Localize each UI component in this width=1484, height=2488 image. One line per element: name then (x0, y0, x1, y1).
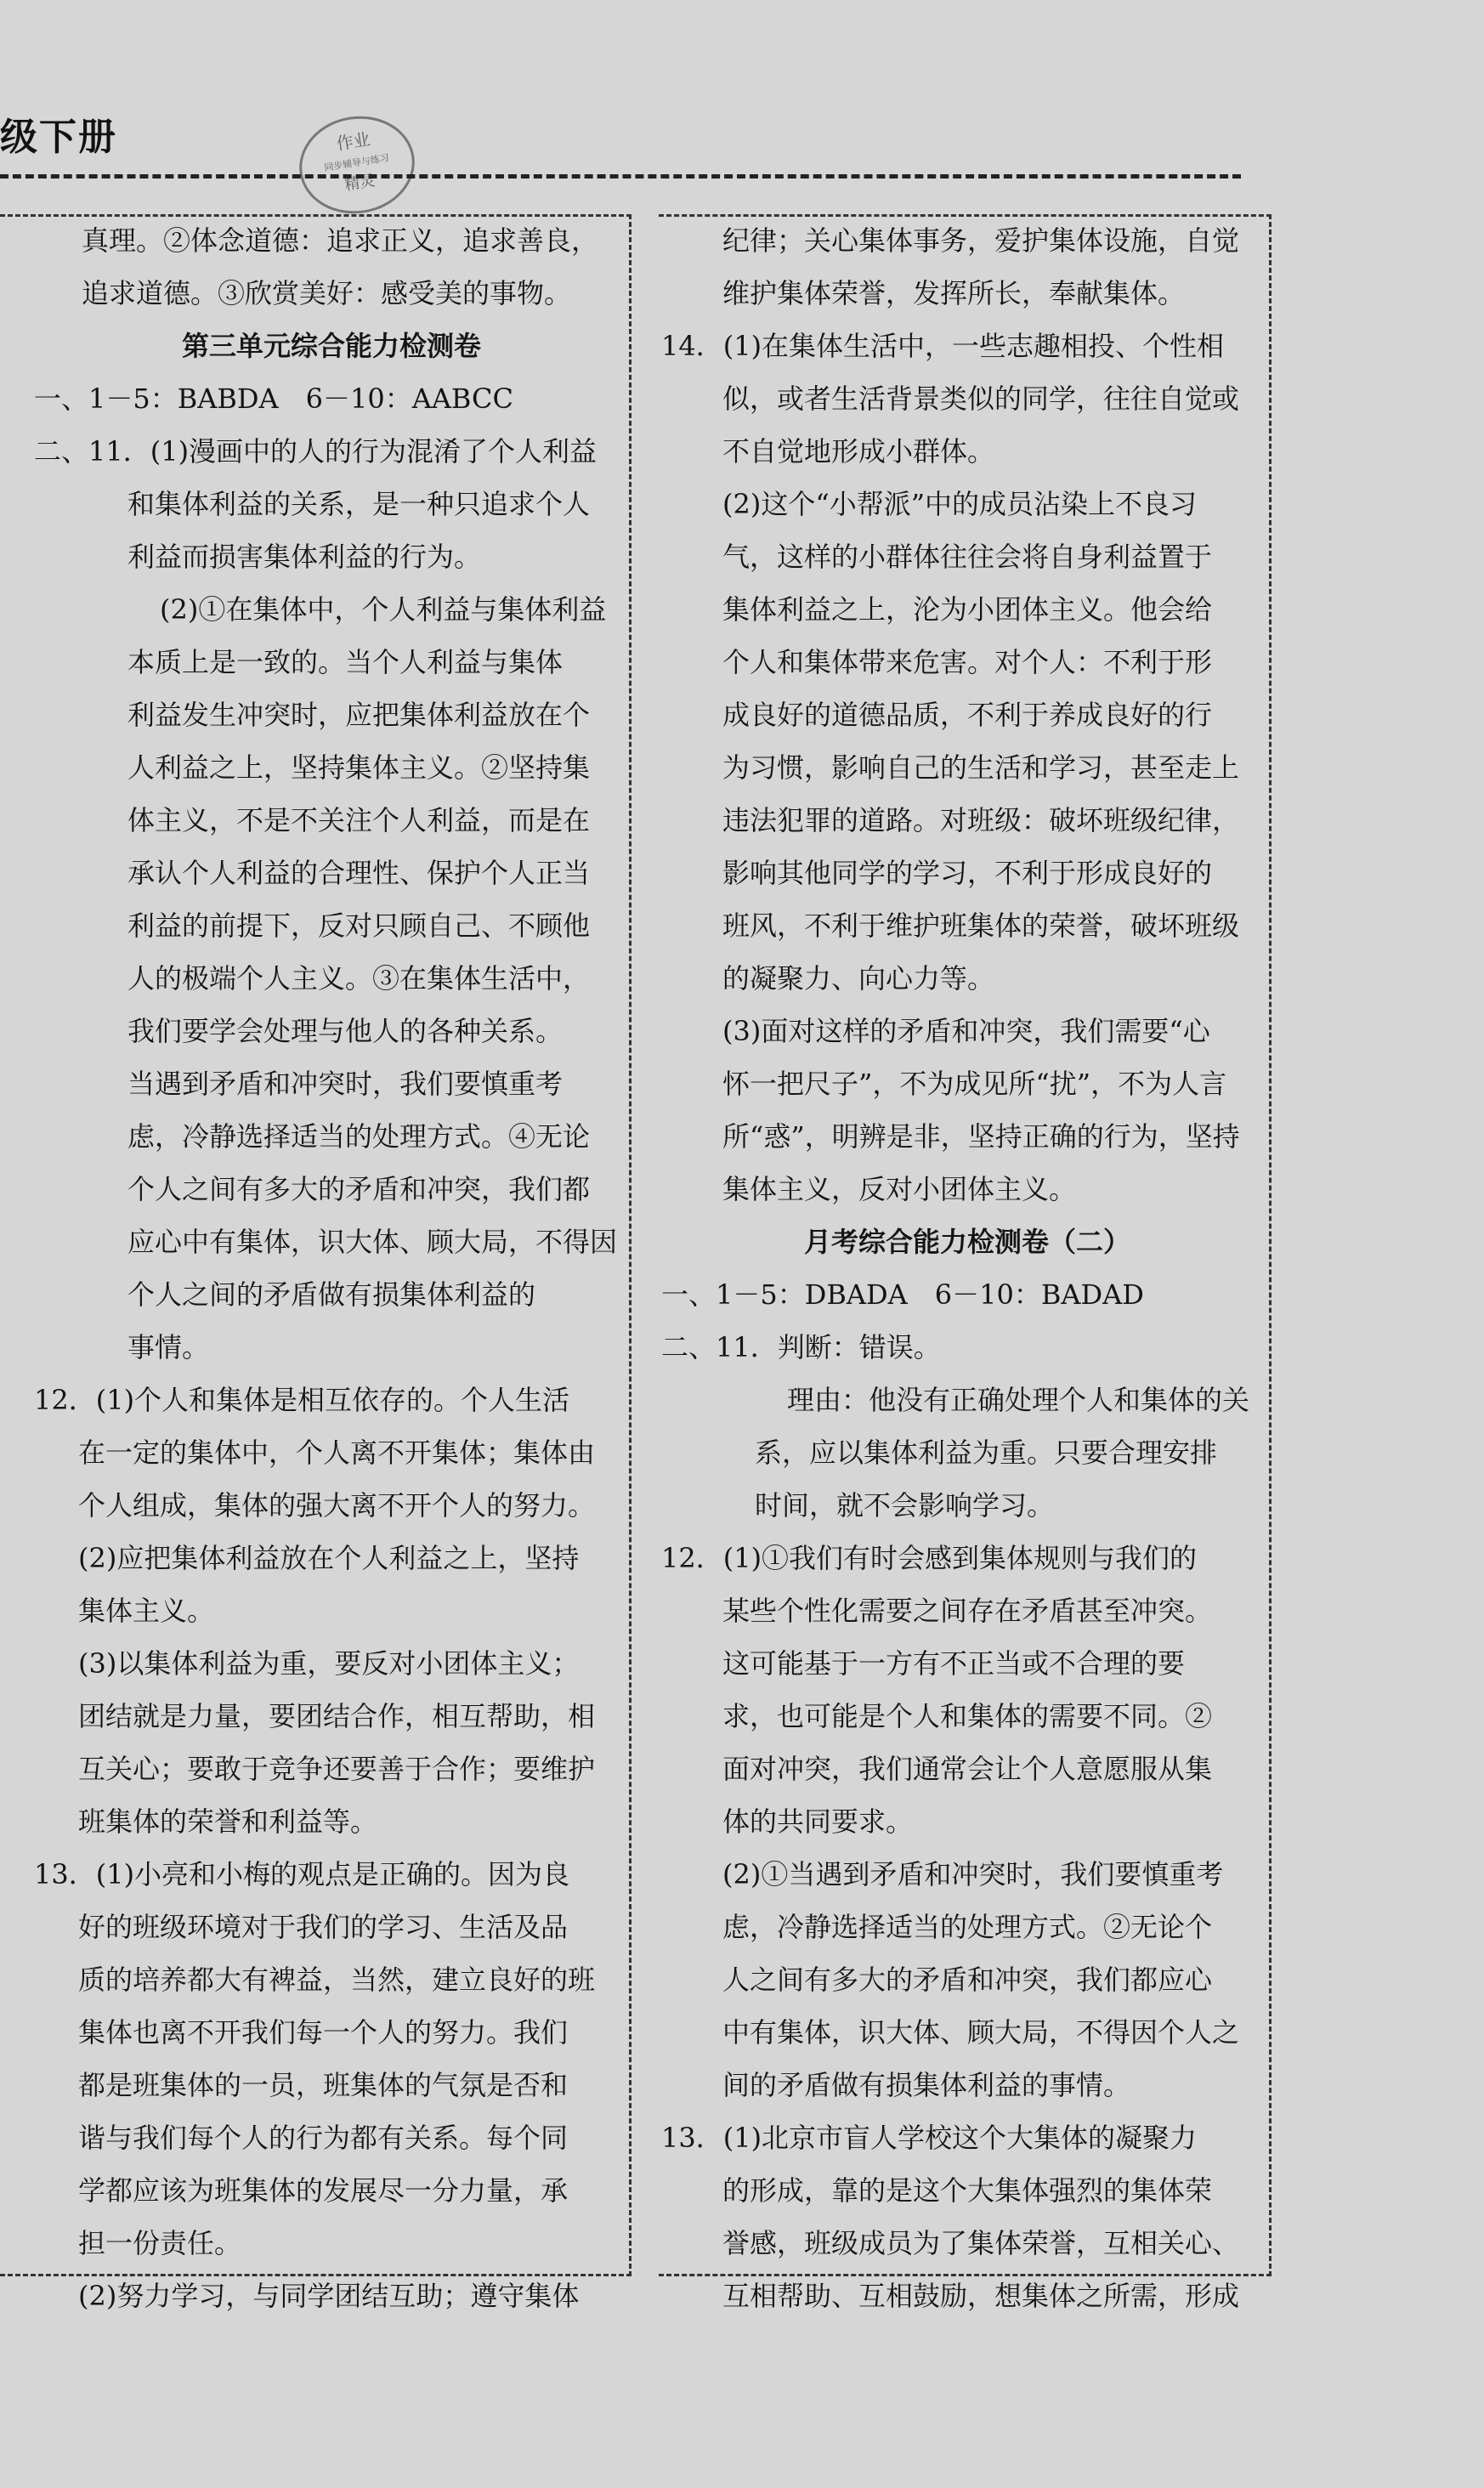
answer-line: 事情。 (127, 1331, 210, 1363)
answer-line: 时间，就不会影响学习。 (755, 1489, 1055, 1522)
answer-line: 班风，不利于维护班集体的荣誉，破坏班级 (722, 910, 1240, 942)
page-header-title: 级下册 (0, 116, 117, 159)
answer-line: 我们要学会处理与他人的各种关系。 (127, 1015, 564, 1047)
answer-line: (3)以集体利益为重，要反对小团体主义； (78, 1647, 580, 1680)
answer-line: 利益的前提下，反对只顾自己、不顾他 (127, 910, 591, 942)
answer-line: 怀一把尺子”，不为成见所“扰”，不为人言 (722, 1068, 1227, 1100)
answer-line: 学都应该为班集体的发展尽一分力量，承 (78, 2174, 569, 2207)
answer-line: 间的矛盾做有损集体利益的事情。 (722, 2069, 1131, 2101)
answer-line: (2)应把集体利益放在个人利益之上，坚持 (78, 1542, 580, 1574)
stamp-text-middle: 同步辅导与练习 (323, 152, 390, 173)
answer-line: 理由：他没有正确处理个人和集体的关 (787, 1384, 1250, 1416)
answer-line: 质的培养都大有裨益，当然，建立良好的班 (78, 1964, 596, 1996)
answer-line: 所“惑”，明辨是非，坚持正确的行为，坚持 (722, 1120, 1240, 1153)
answer-line: 影响其他同学的学习，不利于形成良好的 (722, 857, 1213, 889)
left-answer-column (34, 214, 629, 2322)
answer-line: 集体利益之上，沦为小团体主义。他会给 (722, 593, 1213, 626)
section-heading: 第三单元综合能力检测卷 (181, 330, 481, 362)
answer-line: 互关心；要敢于竞争还要善于合作；要维护 (78, 1753, 596, 1785)
answer-line: 当遇到矛盾和冲突时，我们要慎重考 (127, 1068, 564, 1100)
answer-line: 人利益之上，坚持集体主义。②坚持集 (127, 751, 591, 784)
answer-line: 面对冲突，我们通常会让个人意愿服从集 (722, 1753, 1213, 1785)
answer-line: (3)面对这样的矛盾和冲突，我们需要“心 (722, 1015, 1210, 1047)
answer-line: 个人之间有多大的矛盾和冲突，我们都 (127, 1173, 591, 1205)
answer-line: 成良好的道德品质，不利于养成良好的行 (722, 699, 1213, 731)
answer-line: 都是班集体的一员，班集体的气氛是否和 (78, 2069, 569, 2101)
answer-line: 利益发生冲突时，应把集体利益放在个 (127, 699, 591, 731)
answer-line: 互相帮助、互相鼓励，想集体之所需，形成 (722, 2280, 1240, 2312)
answer-line: 在一定的集体中，个人离不开集体；集体由 (78, 1437, 596, 1469)
answer-line: 一、1－5：BABDA 6－10：AABCC (34, 383, 514, 415)
answer-line: 12．(1)①我们有时会感到集体规则与我们的 (661, 1542, 1198, 1574)
answer-line: 好的班级环境对于我们的学习、生活及品 (78, 1911, 569, 1943)
answer-line: 13．(1)小亮和小梅的观点是正确的。因为良 (34, 1858, 570, 1890)
answer-line: 集体也离不开我们每一个人的努力。我们 (78, 2016, 569, 2049)
answer-line: 一、1－5：DBADA 6－10：BADAD (661, 1278, 1144, 1311)
stamp-text-top: 作业 (334, 128, 372, 155)
section-heading: 月考综合能力检测卷（二） (803, 1226, 1130, 1258)
answer-line: 不自觉地形成小群体。 (722, 435, 995, 468)
answer-line: 纪律；关心集体事务，爱护集体设施，自觉 (722, 224, 1240, 257)
answer-line: 个人之间的矛盾做有损集体利益的 (127, 1278, 536, 1311)
answer-line: 为习惯，影响自己的生活和学习，甚至走上 (722, 751, 1240, 784)
answer-line: 似，或者生活背景类似的同学，往往自觉或 (722, 383, 1240, 415)
answer-line: 承认个人利益的合理性、保护个人正当 (127, 857, 591, 889)
answer-line: 人的极端个人主义。③在集体生活中， (127, 962, 591, 995)
answer-line: 集体主义。 (78, 1595, 215, 1627)
answer-line: 二、11．判断：错误。 (661, 1331, 941, 1363)
answer-line: 气，这样的小群体往往会将自身利益置于 (722, 541, 1213, 573)
answer-line: 13．(1)北京市盲人学校这个大集体的凝聚力 (661, 2122, 1198, 2154)
answer-line: 求，也可能是个人和集体的需要不同。② (722, 1700, 1213, 1732)
answer-line: 体的共同要求。 (722, 1805, 914, 1838)
answer-line: 追求道德。③欣赏美好：感受美的事物。 (82, 277, 572, 309)
answer-line: 利益而损害集体利益的行为。 (127, 541, 482, 573)
stamp-text-bottom: 精灵 (343, 172, 377, 195)
answer-line: 违法犯罪的道路。对班级：破坏班级纪律， (722, 804, 1240, 836)
answer-line: 体主义，不是不关注个人利益，而是在 (127, 804, 591, 836)
answer-line: 誉感，班级成员为了集体荣誉，互相关心、 (722, 2227, 1240, 2259)
answer-line: (2)①在集体中，个人利益与集体利益 (160, 593, 607, 626)
answer-line: 的凝聚力、向心力等。 (722, 962, 995, 995)
answer-line: 的形成，靠的是这个大集体强烈的集体荣 (722, 2174, 1213, 2207)
answer-line: 担一份责任。 (78, 2227, 242, 2259)
answer-line: 虑，冷静选择适当的处理方式。④无论 (127, 1120, 591, 1153)
answer-line: 个人组成，集体的强大离不开个人的努力。 (78, 1489, 596, 1522)
answer-line: 人之间有多大的矛盾和冲突，我们都应心 (722, 1964, 1213, 1996)
answer-line: 系，应以集体利益为重。只要合理安排 (755, 1437, 1218, 1469)
answer-line: 维护集体荣誉，发挥所长，奉献集体。 (722, 277, 1186, 309)
answer-line: 应心中有集体，识大体、顾大局，不得因 (127, 1226, 618, 1258)
answer-line: 团结就是力量，要团结合作，相互帮助，相 (78, 1700, 596, 1732)
answer-line: 12．(1)个人和集体是相互依存的。个人生活 (34, 1384, 570, 1416)
answer-line: 这可能基于一方有不正当或不合理的要 (722, 1647, 1186, 1680)
answer-line: 班集体的荣誉和利益等。 (78, 1805, 378, 1838)
answer-line: 本质上是一致的。当个人利益与集体 (127, 646, 564, 678)
right-answer-column (661, 214, 1273, 2322)
answer-line: 某些个性化需要之间存在矛盾甚至冲突。 (722, 1595, 1213, 1627)
header-dashed-divider (0, 174, 1241, 179)
answer-line: 14．(1)在集体生活中，一些志趣相投、个性相 (661, 330, 1225, 362)
answer-line: 个人和集体带来危害。对个人：不利于形 (722, 646, 1213, 678)
answer-line: 真理。②体念道德：追求正义，追求善良， (82, 224, 599, 257)
answer-line: (2)①当遇到矛盾和冲突时，我们要慎重考 (722, 1858, 1224, 1890)
answer-line: 和集体利益的关系，是一种只追求个人 (127, 488, 591, 520)
answer-line: 二、11．(1)漫画中的人的行为混淆了个人利益 (34, 435, 598, 468)
answer-line: 中有集体，识大体、顾大局，不得因个人之 (722, 2016, 1240, 2049)
answer-line: 虑，冷静选择适当的处理方式。②无论个 (722, 1911, 1213, 1943)
answer-line: (2)努力学习，与同学团结互助；遵守集体 (78, 2280, 580, 2312)
answer-line: 集体主义，反对小团体主义。 (722, 1173, 1077, 1205)
answer-line: 谐与我们每个人的行为都有关系。每个同 (78, 2122, 569, 2154)
answer-line: (2)这个“小帮派”中的成员沾染上不良习 (722, 488, 1198, 520)
